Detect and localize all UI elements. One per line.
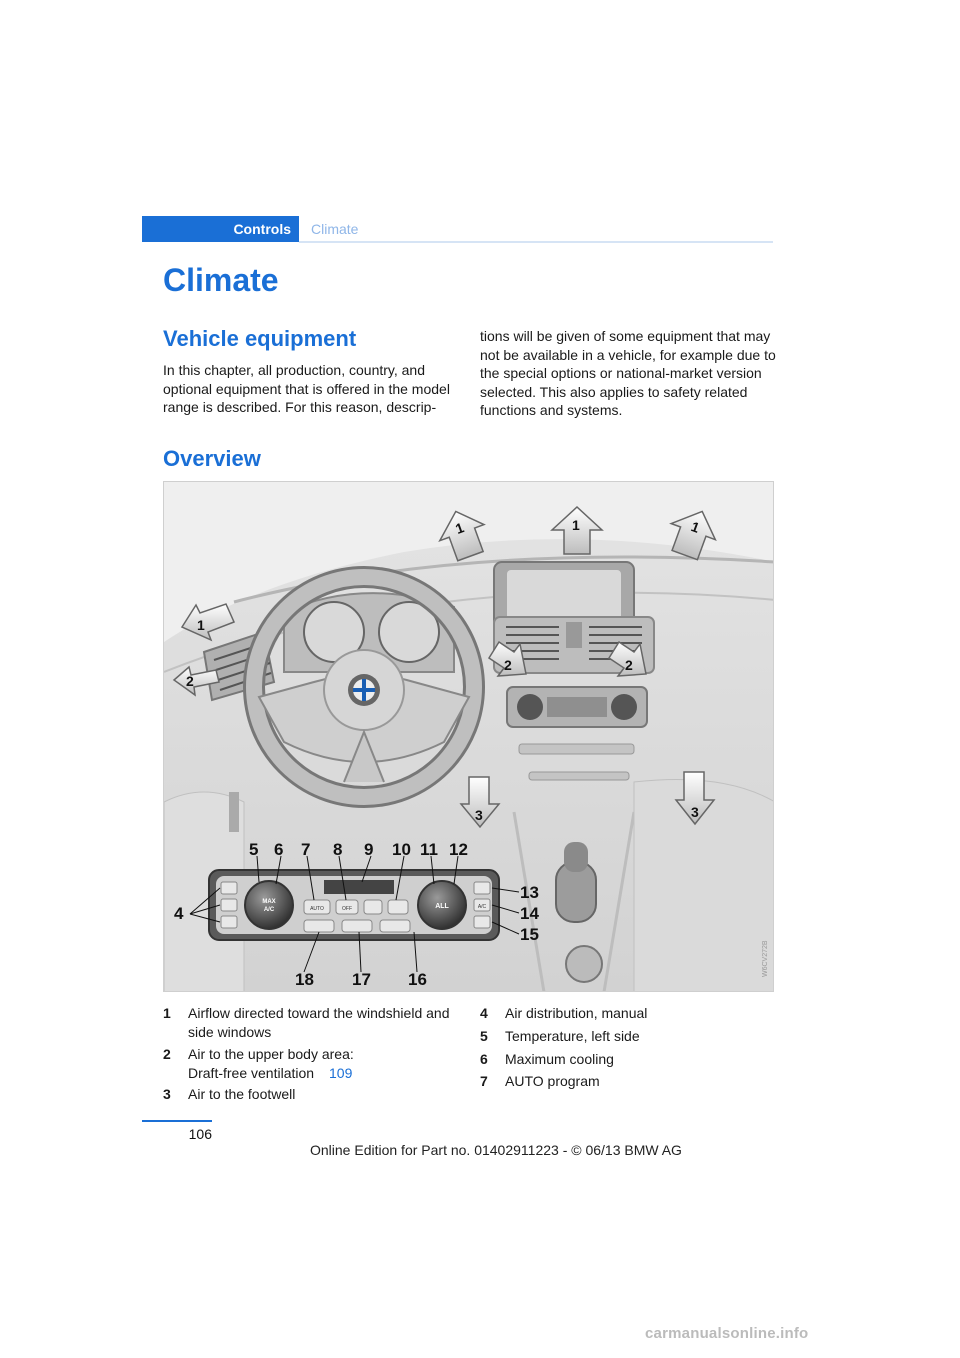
svg-text:AUTO: AUTO bbox=[310, 906, 324, 912]
legend-number: 4 bbox=[480, 1005, 488, 1021]
callout-16: 16 bbox=[408, 970, 427, 989]
vehicle-equipment-text-left: In this chapter, all production, country, and optional equipment that is offered in the model range is described. For this reason, descrip- bbox=[163, 362, 450, 415]
legend-text: Temperature, left side bbox=[505, 1028, 640, 1044]
page-number: 106 bbox=[188, 1126, 212, 1142]
legend-text: Maximum cooling bbox=[505, 1051, 614, 1067]
callout-6: 6 bbox=[274, 840, 284, 859]
overview-heading: Overview bbox=[163, 446, 261, 471]
callout-9: 9 bbox=[364, 840, 374, 859]
callout-11: 11 bbox=[420, 840, 438, 859]
vehicle-equipment-heading: Vehicle equipment bbox=[163, 326, 357, 351]
callout-13: 13 bbox=[520, 883, 539, 902]
callout-12: 12 bbox=[449, 840, 468, 859]
legend-item bbox=[163, 1045, 463, 1085]
footer-edition-text: Online Edition for Part no. 01402911223 - © 06/13 BMW AG bbox=[310, 1142, 682, 1158]
svg-text:A/C: A/C bbox=[477, 904, 487, 910]
legend-item bbox=[480, 1050, 780, 1070]
page-link-109[interactable]: 109 bbox=[329, 1064, 353, 1081]
watermark: carmanualsonline.info bbox=[645, 1325, 809, 1342]
svg-text:ALL: ALL bbox=[435, 903, 449, 910]
svg-text:1: 1 bbox=[453, 519, 467, 537]
climate-overview-figure bbox=[163, 481, 774, 992]
svg-text:2: 2 bbox=[625, 657, 633, 673]
svg-text:A/C: A/C bbox=[263, 907, 275, 913]
legend-item bbox=[480, 1004, 780, 1024]
svg-text:1: 1 bbox=[572, 517, 580, 533]
callout-5: 5 bbox=[249, 840, 259, 859]
callout-4: 4 bbox=[174, 904, 184, 923]
legend-item bbox=[480, 1072, 780, 1092]
legend-number: 7 bbox=[480, 1073, 488, 1089]
legend-number: 3 bbox=[163, 1086, 171, 1102]
svg-text:3: 3 bbox=[475, 807, 483, 823]
legend-text: AUTO program bbox=[505, 1073, 600, 1089]
temperature-knob-left bbox=[245, 881, 293, 929]
svg-text:2: 2 bbox=[504, 657, 512, 673]
svg-text:OFF: OFF bbox=[342, 906, 352, 912]
legend-text-body: Air to the upper body area: Draft-free ventilation bbox=[188, 1046, 354, 1081]
image-code: W6CV272B bbox=[762, 940, 769, 977]
legend-number: 6 bbox=[480, 1051, 488, 1067]
section-tab-controls: Controls bbox=[142, 216, 299, 242]
callout-15: 15 bbox=[520, 925, 539, 944]
section-tab-climate: Climate bbox=[299, 216, 773, 242]
legend-text: Airflow directed toward the windshield and side windows bbox=[188, 1005, 450, 1040]
callout-10: 10 bbox=[392, 840, 411, 859]
callout-17: 17 bbox=[352, 970, 371, 989]
legend-text: Air distribution, manual bbox=[505, 1005, 648, 1021]
climate-control-panel bbox=[209, 870, 499, 940]
legend-number: 5 bbox=[480, 1028, 488, 1044]
callout-18: 18 bbox=[295, 970, 314, 989]
svg-text:3: 3 bbox=[691, 804, 699, 820]
svg-text:MAX: MAX bbox=[262, 899, 276, 905]
callout-8: 8 bbox=[333, 840, 343, 859]
svg-text:1: 1 bbox=[197, 617, 205, 633]
legend-item bbox=[163, 1085, 463, 1105]
callout-7: 7 bbox=[301, 840, 311, 859]
svg-text:1: 1 bbox=[688, 518, 702, 536]
legend-number: 2 bbox=[163, 1046, 171, 1062]
dashboard-illustration bbox=[164, 482, 774, 992]
legend-number: 1 bbox=[163, 1005, 171, 1021]
callout-14: 14 bbox=[520, 904, 539, 923]
svg-text:2: 2 bbox=[186, 673, 194, 689]
legend-item bbox=[163, 1004, 463, 1044]
page-number-rule bbox=[142, 1120, 212, 1122]
page-title: Climate bbox=[163, 262, 279, 298]
legend-item bbox=[480, 1027, 780, 1047]
vehicle-equipment-text-right: tions will be given of some equipment that may not be available in a vehicle, for example due to the special options or national-market version selected. This also applies to safety related functions and systems. bbox=[480, 328, 776, 418]
legend-text: Air to the footwell bbox=[188, 1086, 296, 1102]
header-rule bbox=[299, 241, 773, 243]
